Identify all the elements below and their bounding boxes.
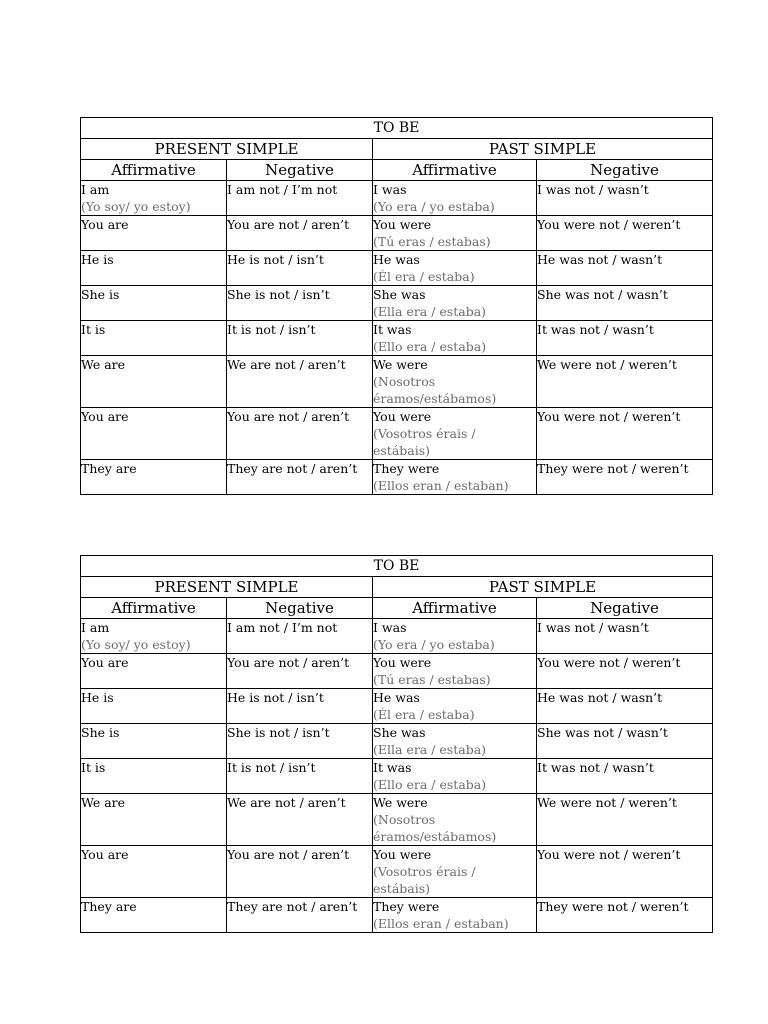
table-row xyxy=(81,460,713,495)
past-negative-text: He was not / wasn’t xyxy=(537,690,663,705)
past-affirmative-translation: (Ellos eran / estaban) xyxy=(373,478,509,493)
cell-past-negative xyxy=(537,846,713,898)
cell-present-affirmative xyxy=(81,181,227,216)
past-affirmative-translation: (Ella era / estaba) xyxy=(373,742,487,757)
tense-header-present-simple: PRESENT SIMPLE xyxy=(81,577,373,598)
cell-present-negative xyxy=(227,619,373,654)
cell-past-affirmative xyxy=(373,460,537,495)
cell-present-affirmative xyxy=(81,619,227,654)
cell-past-affirmative xyxy=(373,321,537,356)
cell-past-negative xyxy=(537,460,713,495)
present-negative-text: It is not / isn’t xyxy=(227,760,316,775)
present-affirmative-text: You are xyxy=(81,847,129,862)
present-affirmative-text: He is xyxy=(81,252,114,267)
past-affirmative-translation: (Yo era / yo estaba) xyxy=(373,199,495,214)
past-affirmative-translation: (Él era / estaba) xyxy=(373,707,475,722)
cell-present-negative xyxy=(227,654,373,689)
cell-present-negative xyxy=(227,460,373,495)
past-affirmative-text: She was xyxy=(373,287,426,302)
cell-present-negative xyxy=(227,408,373,460)
cell-present-affirmative xyxy=(81,898,227,933)
cell-past-affirmative xyxy=(373,216,537,251)
past-affirmative-translation: (Ello era / estaba) xyxy=(373,339,487,354)
cell-past-negative xyxy=(537,181,713,216)
past-negative-text: They were not / weren’t xyxy=(537,461,689,476)
cell-present-affirmative xyxy=(81,321,227,356)
table-row xyxy=(81,286,713,321)
present-negative-text: You are not / aren’t xyxy=(227,409,350,424)
past-affirmative-text: It was xyxy=(373,760,412,775)
past-affirmative-translation: (Él era / estaba) xyxy=(373,269,475,284)
table-row xyxy=(81,216,713,251)
cell-past-affirmative xyxy=(373,356,537,408)
cell-past-affirmative xyxy=(373,759,537,794)
past-negative-text: You were not / weren’t xyxy=(537,847,681,862)
cell-present-affirmative xyxy=(81,689,227,724)
cell-present-affirmative xyxy=(81,724,227,759)
cell-present-affirmative xyxy=(81,408,227,460)
present-negative-text: He is not / isn’t xyxy=(227,252,324,267)
present-affirmative-text: It is xyxy=(81,322,106,337)
cell-past-negative xyxy=(537,794,713,846)
present-affirmative-text: You are xyxy=(81,217,129,232)
past-affirmative-text: You were xyxy=(373,655,432,670)
past-negative-text: I was not / wasn’t xyxy=(537,620,649,635)
column-header-present-affirmative: Affirmative xyxy=(81,160,227,181)
cell-present-negative xyxy=(227,321,373,356)
past-affirmative-text: You were xyxy=(373,409,432,424)
cell-present-negative xyxy=(227,898,373,933)
table-row xyxy=(81,846,713,898)
table-row xyxy=(81,654,713,689)
past-affirmative-text: We were xyxy=(373,795,428,810)
cell-present-affirmative xyxy=(81,356,227,408)
cell-past-affirmative xyxy=(373,898,537,933)
past-affirmative-translation: (Yo era / yo estaba) xyxy=(373,637,495,652)
verb-table-to-be xyxy=(80,555,713,933)
present-negative-text: They are not / aren’t xyxy=(227,461,358,476)
cell-past-negative xyxy=(537,898,713,933)
present-affirmative-text: She is xyxy=(81,725,120,740)
cell-present-negative xyxy=(227,724,373,759)
column-header-past-affirmative: Affirmative xyxy=(373,598,537,619)
table-row xyxy=(81,181,713,216)
past-negative-text: They were not / weren’t xyxy=(537,899,689,914)
cell-past-negative xyxy=(537,216,713,251)
cell-present-affirmative xyxy=(81,216,227,251)
present-negative-text: I am not / I’m not xyxy=(227,182,338,197)
present-negative-text: We are not / aren’t xyxy=(227,357,346,372)
cell-present-negative xyxy=(227,181,373,216)
table-row xyxy=(81,759,713,794)
past-affirmative-translation: (Nosotros éramos/estábamos) xyxy=(373,374,497,406)
table-row xyxy=(81,689,713,724)
past-negative-text: It was not / wasn’t xyxy=(537,322,654,337)
present-negative-text: He is not / isn’t xyxy=(227,690,324,705)
cell-past-affirmative xyxy=(373,619,537,654)
table-row xyxy=(81,251,713,286)
present-affirmative-text: They are xyxy=(81,899,137,914)
present-affirmative-translation: (Yo soy/ yo estoy) xyxy=(81,637,191,652)
past-affirmative-text: They were xyxy=(373,899,440,914)
past-affirmative-text: I was xyxy=(373,182,407,197)
past-affirmative-text: They were xyxy=(373,461,440,476)
past-affirmative-text: You were xyxy=(373,847,432,862)
column-header-past-negative: Negative xyxy=(537,160,713,181)
cell-past-affirmative xyxy=(373,654,537,689)
cell-past-negative xyxy=(537,689,713,724)
present-affirmative-text: I am xyxy=(81,620,110,635)
past-negative-text: She was not / wasn’t xyxy=(537,725,668,740)
present-affirmative-text: It is xyxy=(81,760,106,775)
table-row xyxy=(81,794,713,846)
cell-present-negative xyxy=(227,251,373,286)
past-negative-text: He was not / wasn’t xyxy=(537,252,663,267)
present-negative-text: It is not / isn’t xyxy=(227,322,316,337)
table-row xyxy=(81,321,713,356)
past-negative-text: I was not / wasn’t xyxy=(537,182,649,197)
past-affirmative-text: He was xyxy=(373,690,420,705)
column-header-past-negative: Negative xyxy=(537,598,713,619)
present-affirmative-text: She is xyxy=(81,287,120,302)
cell-present-affirmative xyxy=(81,654,227,689)
present-negative-text: You are not / aren’t xyxy=(227,655,350,670)
cell-present-affirmative xyxy=(81,794,227,846)
present-affirmative-text: They are xyxy=(81,461,137,476)
cell-present-negative xyxy=(227,356,373,408)
present-affirmative-translation: (Yo soy/ yo estoy) xyxy=(81,199,191,214)
past-affirmative-text: It was xyxy=(373,322,412,337)
past-affirmative-text: You were xyxy=(373,217,432,232)
past-affirmative-text: We were xyxy=(373,357,428,372)
past-negative-text: She was not / wasn’t xyxy=(537,287,668,302)
column-header-present-negative: Negative xyxy=(227,160,373,181)
table-row xyxy=(81,619,713,654)
past-affirmative-text: He was xyxy=(373,252,420,267)
tense-header-past-simple: PAST SIMPLE xyxy=(373,577,713,598)
cell-past-affirmative xyxy=(373,181,537,216)
cell-present-negative xyxy=(227,794,373,846)
present-affirmative-text: We are xyxy=(81,357,126,372)
present-negative-text: She is not / isn’t xyxy=(227,287,330,302)
cell-past-negative xyxy=(537,654,713,689)
cell-past-negative xyxy=(537,286,713,321)
present-affirmative-text: You are xyxy=(81,409,129,424)
cell-present-negative xyxy=(227,846,373,898)
cell-present-affirmative xyxy=(81,759,227,794)
past-negative-text: We were not / weren’t xyxy=(537,795,677,810)
table-row xyxy=(81,408,713,460)
tense-header-past-simple: PAST SIMPLE xyxy=(373,139,713,160)
cell-past-affirmative xyxy=(373,408,537,460)
present-affirmative-text: He is xyxy=(81,690,114,705)
past-affirmative-translation: (Tú eras / estabas) xyxy=(373,672,491,687)
cell-present-negative xyxy=(227,689,373,724)
cell-past-affirmative xyxy=(373,794,537,846)
present-affirmative-text: We are xyxy=(81,795,126,810)
past-negative-text: It was not / wasn’t xyxy=(537,760,654,775)
cell-present-affirmative xyxy=(81,846,227,898)
cell-past-negative xyxy=(537,356,713,408)
past-affirmative-translation: (Vosotros érais / estábais) xyxy=(373,426,476,458)
table-row xyxy=(81,724,713,759)
cell-present-affirmative xyxy=(81,251,227,286)
past-affirmative-translation: (Ello era / estaba) xyxy=(373,777,487,792)
cell-past-negative xyxy=(537,321,713,356)
column-header-present-negative: Negative xyxy=(227,598,373,619)
present-negative-text: They are not / aren’t xyxy=(227,899,358,914)
past-negative-text: You were not / weren’t xyxy=(537,655,681,670)
tense-header-present-simple: PRESENT SIMPLE xyxy=(81,139,373,160)
past-affirmative-translation: (Vosotros érais / estábais) xyxy=(373,864,476,896)
past-negative-text: You were not / weren’t xyxy=(537,217,681,232)
cell-past-affirmative xyxy=(373,286,537,321)
present-affirmative-text: I am xyxy=(81,182,110,197)
past-negative-text: You were not / weren’t xyxy=(537,409,681,424)
column-header-present-affirmative: Affirmative xyxy=(81,598,227,619)
cell-present-affirmative xyxy=(81,460,227,495)
cell-past-negative xyxy=(537,408,713,460)
present-negative-text: You are not / aren’t xyxy=(227,217,350,232)
past-affirmative-text: I was xyxy=(373,620,407,635)
verb-table-to-be xyxy=(80,117,713,495)
cell-past-negative xyxy=(537,759,713,794)
cell-past-negative xyxy=(537,251,713,286)
present-negative-text: I am not / I’m not xyxy=(227,620,338,635)
cell-past-affirmative xyxy=(373,846,537,898)
present-negative-text: We are not / aren’t xyxy=(227,795,346,810)
past-affirmative-text: She was xyxy=(373,725,426,740)
cell-past-affirmative xyxy=(373,724,537,759)
cell-present-negative xyxy=(227,216,373,251)
past-affirmative-translation: (Ella era / estaba) xyxy=(373,304,487,319)
table-title: TO BE xyxy=(81,556,713,577)
present-affirmative-text: You are xyxy=(81,655,129,670)
present-negative-text: You are not / aren’t xyxy=(227,847,350,862)
past-affirmative-translation: (Ellos eran / estaban) xyxy=(373,916,509,931)
cell-past-affirmative xyxy=(373,251,537,286)
cell-present-negative xyxy=(227,286,373,321)
past-affirmative-translation: (Nosotros éramos/estábamos) xyxy=(373,812,497,844)
cell-present-affirmative xyxy=(81,286,227,321)
table-row xyxy=(81,898,713,933)
cell-past-affirmative xyxy=(373,689,537,724)
column-header-past-affirmative: Affirmative xyxy=(373,160,537,181)
table-row xyxy=(81,356,713,408)
cell-present-negative xyxy=(227,759,373,794)
past-negative-text: We were not / weren’t xyxy=(537,357,677,372)
past-affirmative-translation: (Tú eras / estabas) xyxy=(373,234,491,249)
present-negative-text: She is not / isn’t xyxy=(227,725,330,740)
cell-past-negative xyxy=(537,619,713,654)
table-title: TO BE xyxy=(81,118,713,139)
cell-past-negative xyxy=(537,724,713,759)
